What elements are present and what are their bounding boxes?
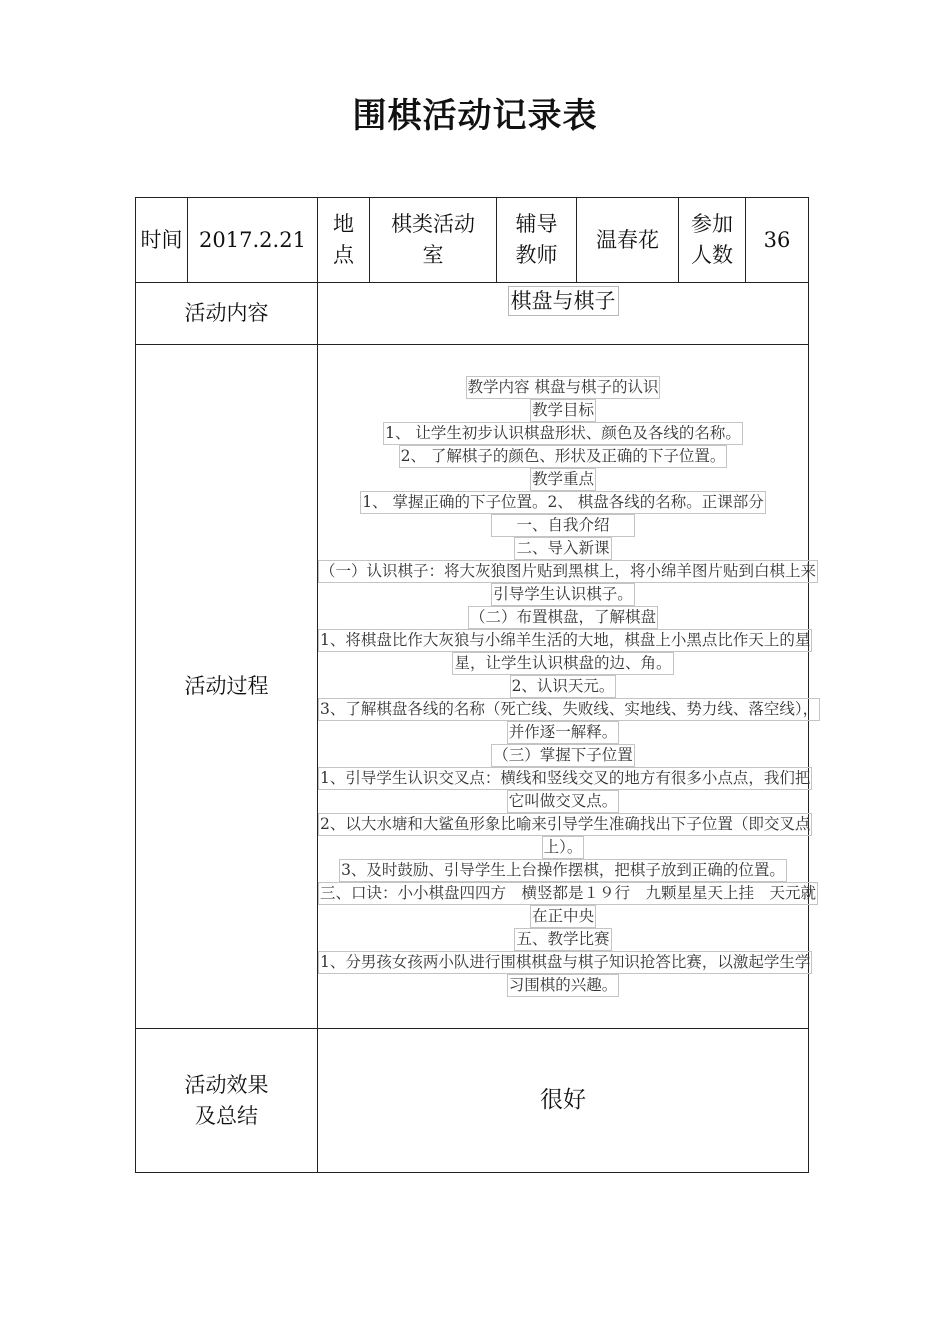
process-line: （三）掌握下子位置 bbox=[318, 744, 808, 767]
process-line: 二、导入新课 bbox=[318, 537, 808, 560]
process-line: 教学重点 bbox=[318, 468, 808, 491]
teacher-value: 温春花 bbox=[577, 198, 679, 283]
process-line: 上）。 bbox=[318, 836, 808, 859]
place-value: 棋类活动室 bbox=[370, 198, 497, 283]
header-row bbox=[136, 198, 809, 283]
content-label: 活动内容 bbox=[136, 283, 318, 345]
process-row bbox=[136, 345, 809, 1029]
process-line: 它叫做交叉点。 bbox=[318, 790, 808, 813]
participant-count-value: 36 bbox=[746, 198, 809, 283]
content-topic: 棋盘与棋子 bbox=[508, 286, 619, 316]
effect-label: 活动效果及总结 bbox=[136, 1029, 318, 1173]
participant-count-label: 参加人数 bbox=[679, 198, 746, 283]
teacher-label: 辅导教师 bbox=[497, 198, 577, 283]
process-line: 1、 让学生初步认识棋盘形状、颜色及各线的名称。 bbox=[318, 422, 808, 445]
process-line: 1、将棋盘比作大灰狼与小绵羊生活的大地，棋盘上小黑点比作天上的星 bbox=[318, 629, 808, 652]
process-line: 2、以大水塘和大鲨鱼形象比喻来引导学生准确找出下子位置（即交叉点 bbox=[318, 813, 808, 836]
process-line: 教学目标 bbox=[318, 399, 808, 422]
process-content bbox=[318, 345, 819, 1029]
content-value-cell bbox=[318, 283, 809, 345]
process-line: 1、引导学生认识交叉点：横线和竖线交叉的地方有很多小点点，我们把 bbox=[318, 767, 808, 790]
process-line: 3、了解棋盘各线的名称（死亡线、失败线、实地线、势力线、落空线）， bbox=[318, 698, 808, 721]
process-line: 教学内容 棋盘与棋子的认识 bbox=[318, 376, 808, 399]
activity-record-table bbox=[135, 197, 819, 1173]
process-line: 并作逐一解释。 bbox=[318, 721, 808, 744]
process-line: （二）布置棋盘，了解棋盘 bbox=[318, 606, 808, 629]
process-line: 星，让学生认识棋盘的边、角。 bbox=[318, 652, 808, 675]
process-line: 3、及时鼓励、引导学生上台操作摆棋，把棋子放到正确的位置。 bbox=[318, 859, 808, 882]
process-label: 活动过程 bbox=[136, 345, 318, 1029]
time-label: 时间 bbox=[136, 198, 188, 283]
process-line: （一）认识棋子：将大灰狼图片贴到黑棋上，将小绵羊图片贴到白棋上来 bbox=[318, 560, 808, 583]
process-line: 习围棋的兴趣。 bbox=[318, 974, 808, 997]
page-title: 围棋活动记录表 bbox=[352, 96, 598, 136]
process-line: 三、口诀：小小棋盘四四方 横竖都是１９行 九颗星星天上挂 天元就 bbox=[318, 882, 808, 905]
process-line: 一、自我介绍 bbox=[318, 514, 808, 537]
process-line: 1、 掌握正确的下子位置。2、 棋盘各线的名称。正课部分 bbox=[318, 491, 808, 514]
process-line: 2、认识天元。 bbox=[318, 675, 808, 698]
process-line: 2、 了解棋子的颜色、形状及正确的下子位置。 bbox=[318, 445, 808, 468]
effect-row bbox=[136, 1029, 809, 1173]
process-line: 在正中央 bbox=[318, 905, 808, 928]
process-line: 五、教学比赛 bbox=[318, 928, 808, 951]
process-line: 1、分男孩女孩两小队进行围棋棋盘与棋子知识抢答比赛，以激起学生学 bbox=[318, 951, 808, 974]
process-line: 引导学生认识棋子。 bbox=[318, 583, 808, 606]
effect-value: 很好 bbox=[318, 1029, 809, 1173]
content-row bbox=[136, 283, 809, 345]
place-label: 地点 bbox=[318, 198, 370, 283]
time-value: 2017.2.21 bbox=[188, 198, 318, 283]
